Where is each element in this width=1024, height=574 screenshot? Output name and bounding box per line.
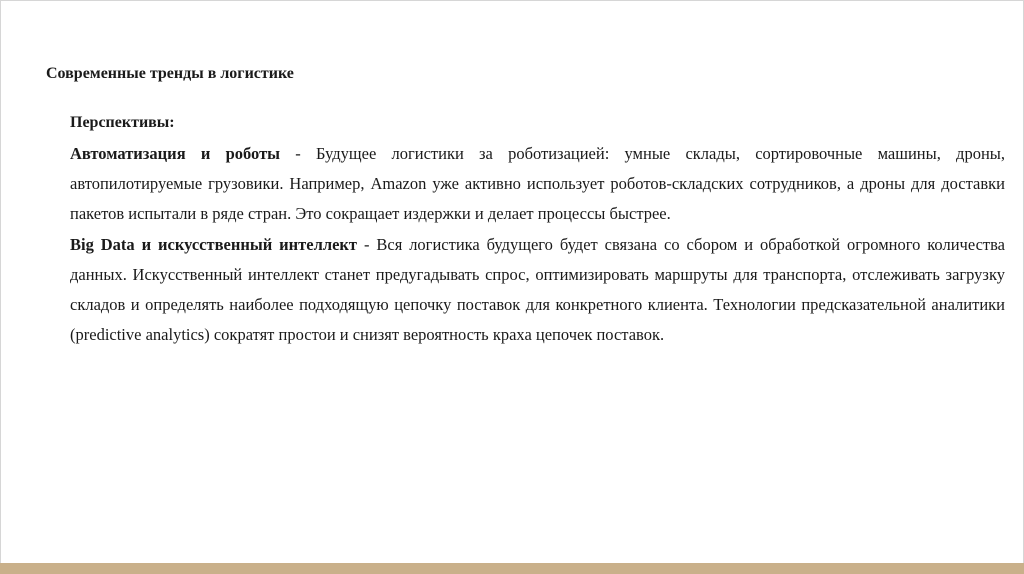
paragraph-text-big-data: - Вся логистика будущего будет связана со сбором и обработкой огромного количества данных. Искусственный интеллект станет предугадывать спрос, оптимизировать маршруты для транспорта, отслеживать загрузку складов и определять наиболее подходящую цепочку поставок для конкретного клиента. Технологии предсказательной аналитики (predictive analytics) сократят простои и снизят вероятность краха цепочек поставок. — [70, 234, 1005, 345]
paragraph-big-data — [70, 230, 1005, 351]
paragraph-heading-big-data: Big Data и искусственный интеллект — [70, 234, 358, 254]
slide-body — [70, 139, 1005, 350]
bottom-accent-bar — [0, 563, 1024, 574]
paragraph-heading-automation: Автоматизация и роботы — [70, 144, 281, 163]
slide-title: Современные тренды в логистике — [46, 65, 294, 82]
paragraph-text-automation: - Будущее логистики за роботизацией: умные склады, сортировочные машины, дроны, автопилотируемые грузовики. Например, Amazon уже активно использует роботов-складских сотрудников, а дроны для доставки пакетов испытали в ряде стран. Это сокращает издержки и делает процессы быстрее. — [70, 144, 1005, 224]
section-subtitle: Перспективы: — [70, 114, 175, 131]
paragraph-automation — [70, 139, 1005, 230]
